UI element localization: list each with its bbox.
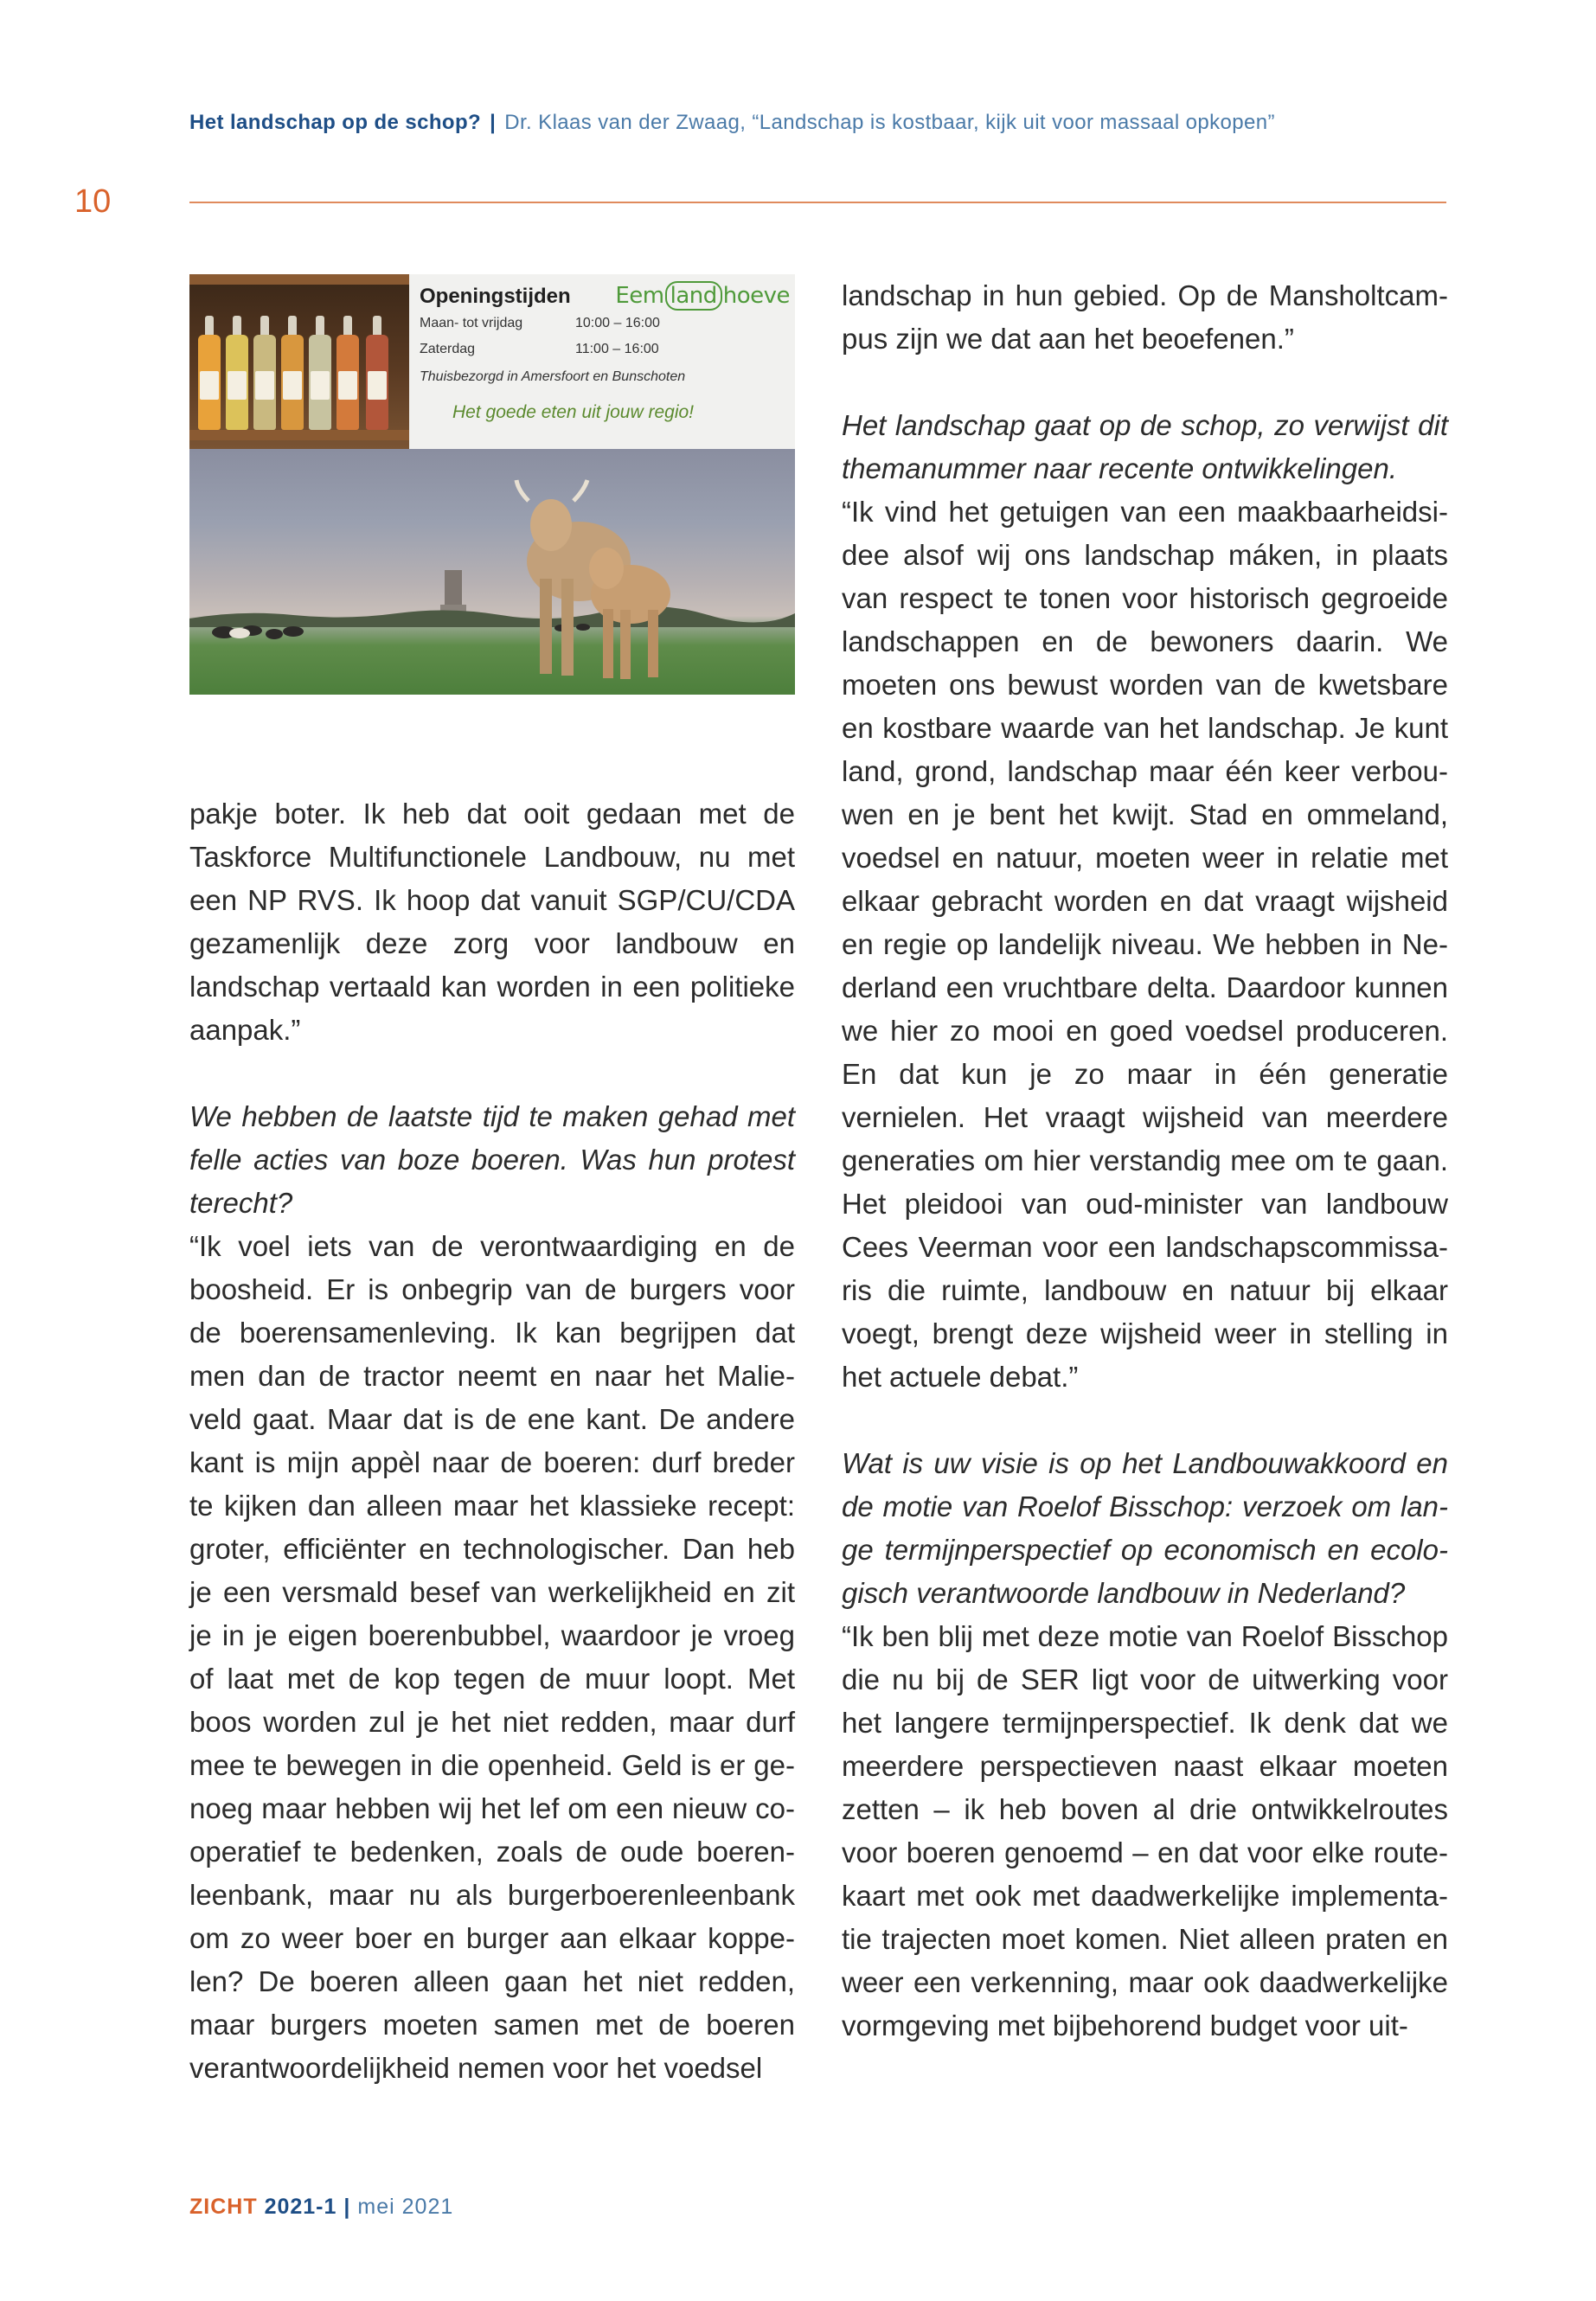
interview-question: We hebben de laatste tijd te maken gehad met felle acties van boze boeren. Was hun protest terecht? xyxy=(189,1100,795,1219)
header-title: Het landschap op de schop? xyxy=(189,111,482,134)
header-rule xyxy=(189,202,1446,203)
body-paragraph: pakje boter. Ik heb dat ooit gedaan met de Taskforce Multifunctionele Landbouw, nu met een NP RVS. Ik hoop dat vanuit SGP/CU/CDA gezamenlijk deze zorg voor landbouw en landschap vertaald kan worden in een politieke aanpak.” xyxy=(189,798,795,1046)
ad-hours-time: 11:00 – 16:00 xyxy=(575,342,659,356)
body-paragraph: “Ik vind het getuigen van een maakbaarheidsidee alsof wij ons landschap máken, in plaats van respect te tonen voor historisch gegroeide landschappen en de bewoners daarin. We moeten ons bewust worden van de kwetsbare en kostbare waarde van het landschap. Je kunt land, grond, landschap maar één keer verbouwen en je bent het kwijt. Stad en ommeland, voedsel en natuur, moeten weer in relatie met elkaar gebracht worden en dat vraagt wijsheid en regie op landelijk niveau. We hebben in Nederland een vruchtbare delta. Daardoor kunnen we hier zo mooi en goed voedsel produceren. En dat kun je zo maar in één generatie vernielen. Het vraagt wijsheid van meerdere generaties om hier verstandig mee om te gaan. Het pleidooi van oud-minister van landbouw Cees Veerman voor een landschapscommissaris die ruimte, landbouw en natuur bij elkaar voegt, brengt deze wijsheid weer in stelling in het actuele debat.” xyxy=(842,496,1448,1393)
footer-magazine: ZICHT xyxy=(189,2195,258,2219)
eemlandhoeve-logo: Eem land hoeve xyxy=(615,283,790,309)
article-column-left xyxy=(189,792,795,2090)
interview-question: Het landschap gaat op de schop, zo verwijst dit themanummer naar recente ontwikkelingen. xyxy=(842,409,1448,484)
ad-hours-row xyxy=(420,316,660,331)
article-image xyxy=(189,274,795,695)
shop-ad-banner xyxy=(189,274,795,449)
footer-issue: 2021-1 xyxy=(264,2195,337,2219)
ad-hours-time: 10:00 – 16:00 xyxy=(575,316,660,330)
header-separator: | xyxy=(490,111,497,134)
running-header xyxy=(189,111,1452,135)
ad-hours-label: Maan- tot vrijdag xyxy=(420,316,523,330)
footer-date: mei 2021 xyxy=(357,2195,454,2219)
body-paragraph: “Ik ben blij met deze motie van Roelof Bisschop die nu bij de SER ligt voor de uitwerking voor het langere termijnperspectief. Ik denk dat we meerdere perspectieven naast elkaar moeten zetten – ik heb boven al drie ontwikkelroutes voor boeren genoemd – en dat voor elke routekaart met ook met daadwerkelijke implementatie trajecten moet komen. Niet alleen praten en weer een verkenning, maar ook daadwerkelijke vormgeving met bijbehorend budget voor uit- xyxy=(842,1620,1448,2041)
ad-heading: Openingstijden xyxy=(420,285,571,308)
article-column-right xyxy=(842,274,1448,2048)
page-footer xyxy=(189,2195,453,2220)
page-number: 10 xyxy=(74,183,112,220)
juice-shelf-photo xyxy=(189,274,409,449)
ad-hours-row xyxy=(420,342,659,357)
ad-slogan: Het goede eten uit jouw regio! xyxy=(452,402,695,422)
body-paragraph: “Ik voel iets van de verontwaardiging en de boosheid. Er is onbegrip van de burgers voor de boerensamenleving. Ik kan begrijpen dat men dan de tractor neemt en naar het Malieveld gaat. Maar dat is de ene kant. De andere kant is mijn appèl naar de boeren: durf breder te kijken dan alleen maar het klassieke recept: groter, efficiënter en technologischer. Dan heb je een versmald besef van werkelijkheid en zit je in je eigen boerenbubbel, waardoor je vroeg of laat met de kop tegen de muur loopt. Met boos worden zul je het niet redden, maar durf mee te bewegen in die openheid. Geld is er genoeg maar hebben wij het lef om een nieuw cooperatief te bedenken, zoals de oude boerenleenbank, maar nu als burgerboerenleenbank om zo weer boer en burger aan elkaar koppelen? De boeren alleen gaan het niet redden, maar burgers moeten samen met de boeren verantwoordelijkheid nemen voor het voedsel xyxy=(189,1230,795,2084)
footer-separator: | xyxy=(343,2195,351,2219)
body-paragraph: landschap in hun gebied. Op de Mansholtcampus zijn we dat aan het beoefenen.” xyxy=(842,279,1448,355)
cows-landscape-photo xyxy=(189,449,795,695)
ad-delivery-note: Thuisbezorgd in Amersfoort en Bunschoten xyxy=(420,369,686,384)
interview-question: Wat is uw visie is op het Landbouwakkoord en de motie van Roelof Bisschop: verzoek om lange termijnperspectief op economisch en ecologisch verantwoorde landbouw in Nederland? xyxy=(842,1447,1448,1609)
header-subtitle: Dr. Klaas van der Zwaag, “Landschap is kostbaar, kijk uit voor massaal opkopen” xyxy=(504,111,1275,134)
ad-hours-label: Zaterdag xyxy=(420,342,476,356)
